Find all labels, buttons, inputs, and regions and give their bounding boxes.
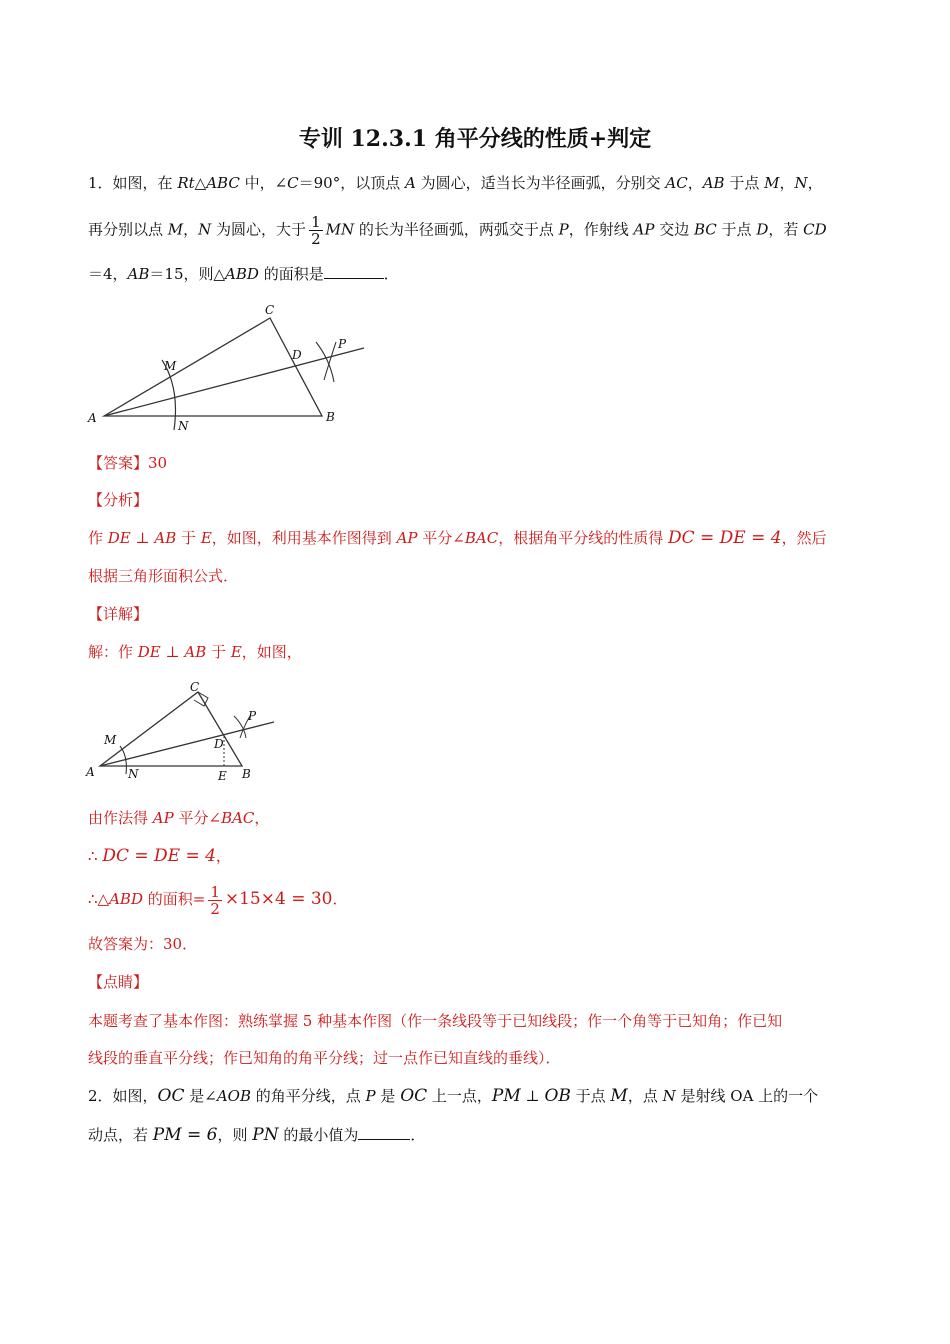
fig2-label-c: C bbox=[190, 680, 200, 694]
q1-line2: 再分别以点 M，N 为圆心，大于 $\frac{1}{2}$ MN 的长为半径画弧，两弧交于点 P，作射线 AP 交边 BC 于点 D，若 CD bbox=[88, 213, 827, 248]
label-b: B bbox=[326, 410, 335, 424]
answer-label: 【答案】 bbox=[88, 454, 149, 472]
fig2-label-a: A bbox=[86, 765, 95, 779]
comment-line2: 线段的垂直平分线；作已知角的角平分线；过一点作已知直线的垂线）． bbox=[88, 1049, 561, 1067]
fig2-label-m: M bbox=[104, 733, 117, 747]
detail-line1: 解：作 DE ⊥ AB 于 E，如图， bbox=[88, 643, 302, 661]
detail-line5: 故答案为：30． bbox=[88, 935, 198, 953]
fraction-half-2: $\frac{1}{2}$ bbox=[210, 882, 220, 918]
label-d: D bbox=[292, 348, 302, 362]
detail-line2: 由作法得 AP 平分∠BAC， bbox=[88, 809, 270, 827]
detail-label: 【详解】 bbox=[88, 605, 149, 623]
answer-row bbox=[88, 453, 868, 473]
fig2-label-e: E bbox=[218, 769, 227, 783]
fig2-label-d: D bbox=[214, 737, 224, 751]
comment-label: 【点睛】 bbox=[88, 973, 149, 991]
figure-1-triangle-construction bbox=[80, 298, 380, 448]
q2-line1: 2．如图，OC 是∠AOB 的角平分线，点 P 是 OC 上一点，PM ⊥ OB 于点 M，点 N 是射线 OA 上的一个 bbox=[88, 1086, 819, 1106]
label-a: A bbox=[88, 411, 97, 425]
comment-line1: 本题考查了基本作图：熟练掌握 5 种基本作图（作一条线段等于已知线段；作一个角等于已知角；作已知 bbox=[88, 1012, 783, 1030]
fig2-label-n: N bbox=[128, 767, 139, 781]
figure-2-triangle-with-perpendicular bbox=[84, 678, 284, 790]
answer-value: 30 bbox=[148, 454, 168, 472]
q1-line1: 1．如图，在 Rt△ABC 中，∠C＝90°，以顶点 A 为圆心，适当长为半径画弧，分别交 AC，AB 于点 M，N， bbox=[88, 174, 823, 192]
label-p: P bbox=[338, 337, 347, 351]
q1-line3: ＝4，AB＝15，则△ABD 的面积是 ． bbox=[88, 265, 399, 283]
analysis-line2: 根据三角形面积公式． bbox=[88, 567, 239, 585]
answer-blank-2 bbox=[358, 1125, 410, 1140]
label-n: N bbox=[178, 419, 189, 433]
page-title: 专训 12.3.1 角平分线的性质+判定 bbox=[298, 126, 652, 152]
answer-blank bbox=[324, 264, 384, 279]
detail-line3: ∴ DC = DE = 4， bbox=[88, 846, 231, 866]
fraction-half: $\frac{1}{2}$ bbox=[311, 213, 321, 248]
analysis-line1: 作 DE ⊥ AB 于 E，如图，利用基本作图得到 AP 平分∠BAC，根据角平分线的性质得 DC = DE = 4，然后 bbox=[88, 528, 827, 548]
label-m: M bbox=[164, 359, 177, 373]
fig2-label-b: B bbox=[242, 767, 251, 781]
analysis-label: 【分析】 bbox=[88, 491, 149, 509]
fig2-label-p: P bbox=[248, 709, 257, 723]
detail-line4: ∴△ABD 的面积= $\frac{1}{2}$ ×15×4 = 30． bbox=[88, 882, 348, 918]
label-c: C bbox=[265, 303, 275, 317]
q2-line2: 动点，若 PM = 6，则 PN 的最小值为 ． bbox=[88, 1125, 426, 1145]
